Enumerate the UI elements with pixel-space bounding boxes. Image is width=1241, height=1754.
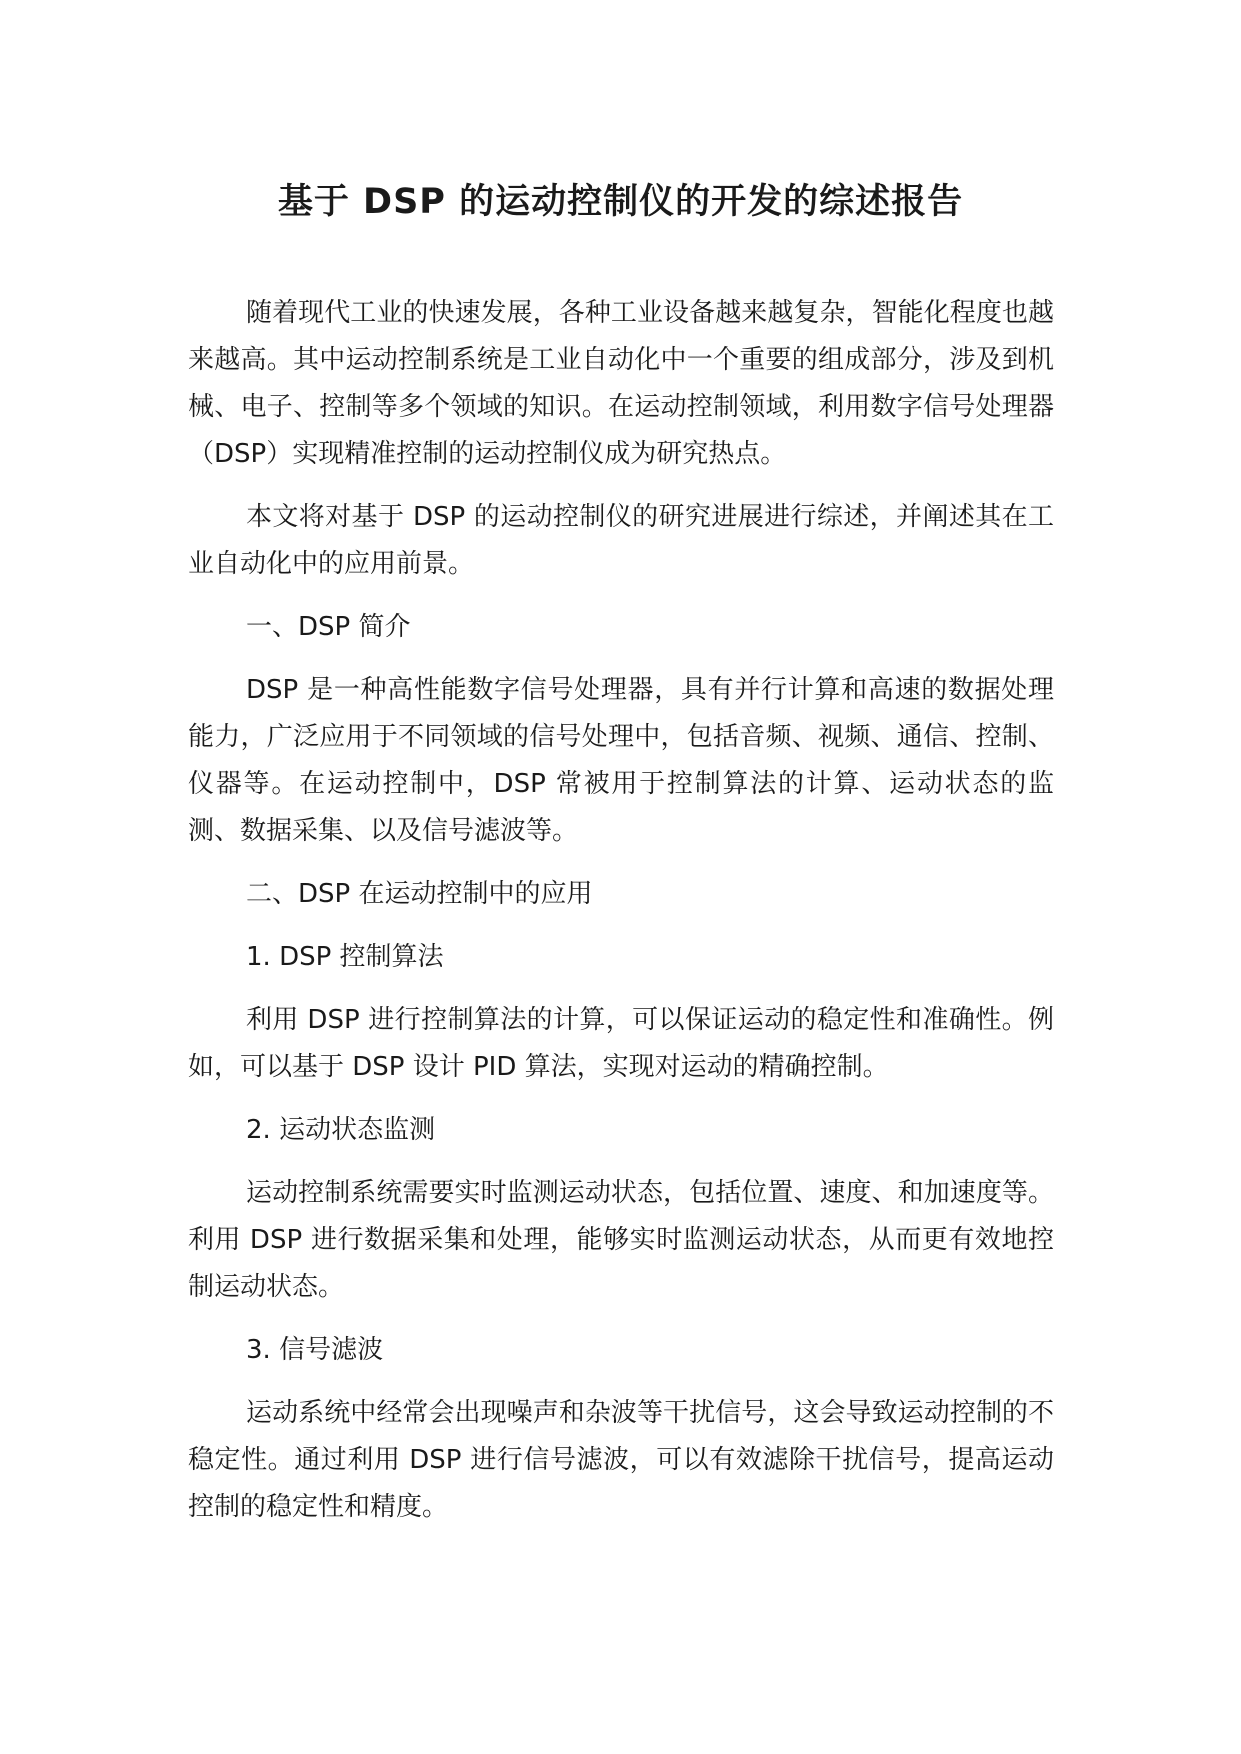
paragraph-intro: 随着现代工业的快速发展，各种工业设备越来越复杂，智能化程度也越来越高。其中运动控制系统是工业自动化中一个重要的组成部分，涉及到机械、电子、控制等多个领域的知识。在运动控制领域，利用数字信号处理器（DSP）实现精准控制的运动控制仪成为研究热点。 xyxy=(188,298,1054,469)
paragraph-signal-filtering: 运动系统中经常会出现噪声和杂波等干扰信号，这会导致运动控制的不稳定性。通过利用 DSP 进行信号滤波，可以有效滤除干扰信号，提高运动控制的稳定性和精度。 xyxy=(188,1398,1054,1522)
document-title: 基于 DSP 的运动控制仪的开发的综述报告 xyxy=(277,182,964,222)
subsection-heading-state-monitoring: 2. 运动状态监测 xyxy=(246,1115,436,1145)
paragraph-control-algorithm: 利用 DSP 进行控制算法的计算，可以保证运动的稳定性和准确性。例如，可以基于 DSP 设计 PID 算法，实现对运动的精确控制。 xyxy=(188,1005,1054,1082)
paragraph-scope: 本文将对基于 DSP 的运动控制仪的研究进展进行综述，并阐述其在工业自动化中的应用前景。 xyxy=(188,502,1054,579)
section-heading-dsp-application: 二、DSP 在运动控制中的应用 xyxy=(246,879,593,909)
subsection-heading-signal-filtering: 3. 信号滤波 xyxy=(246,1335,384,1365)
document-body xyxy=(188,290,1054,1547)
paragraph-dsp-intro: DSP 是一种高性能数字信号处理器，具有并行计算和高速的数据处理能力，广泛应用于不同领域的信号处理中，包括音频、视频、通信、控制、仪器等。在运动控制中，DSP 常被用于控制算法的计算、运动状态的监测、数据采集、以及信号滤波等。 xyxy=(188,675,1054,846)
paragraph-state-monitoring: 运动控制系统需要实时监测运动状态，包括位置、速度、和加速度等。利用 DSP 进行数据采集和处理，能够实时监测运动状态，从而更有效地控制运动状态。 xyxy=(188,1178,1054,1302)
subsection-heading-control-algorithm: 1. DSP 控制算法 xyxy=(246,942,444,972)
section-heading-dsp-intro: 一、DSP 简介 xyxy=(246,612,411,642)
